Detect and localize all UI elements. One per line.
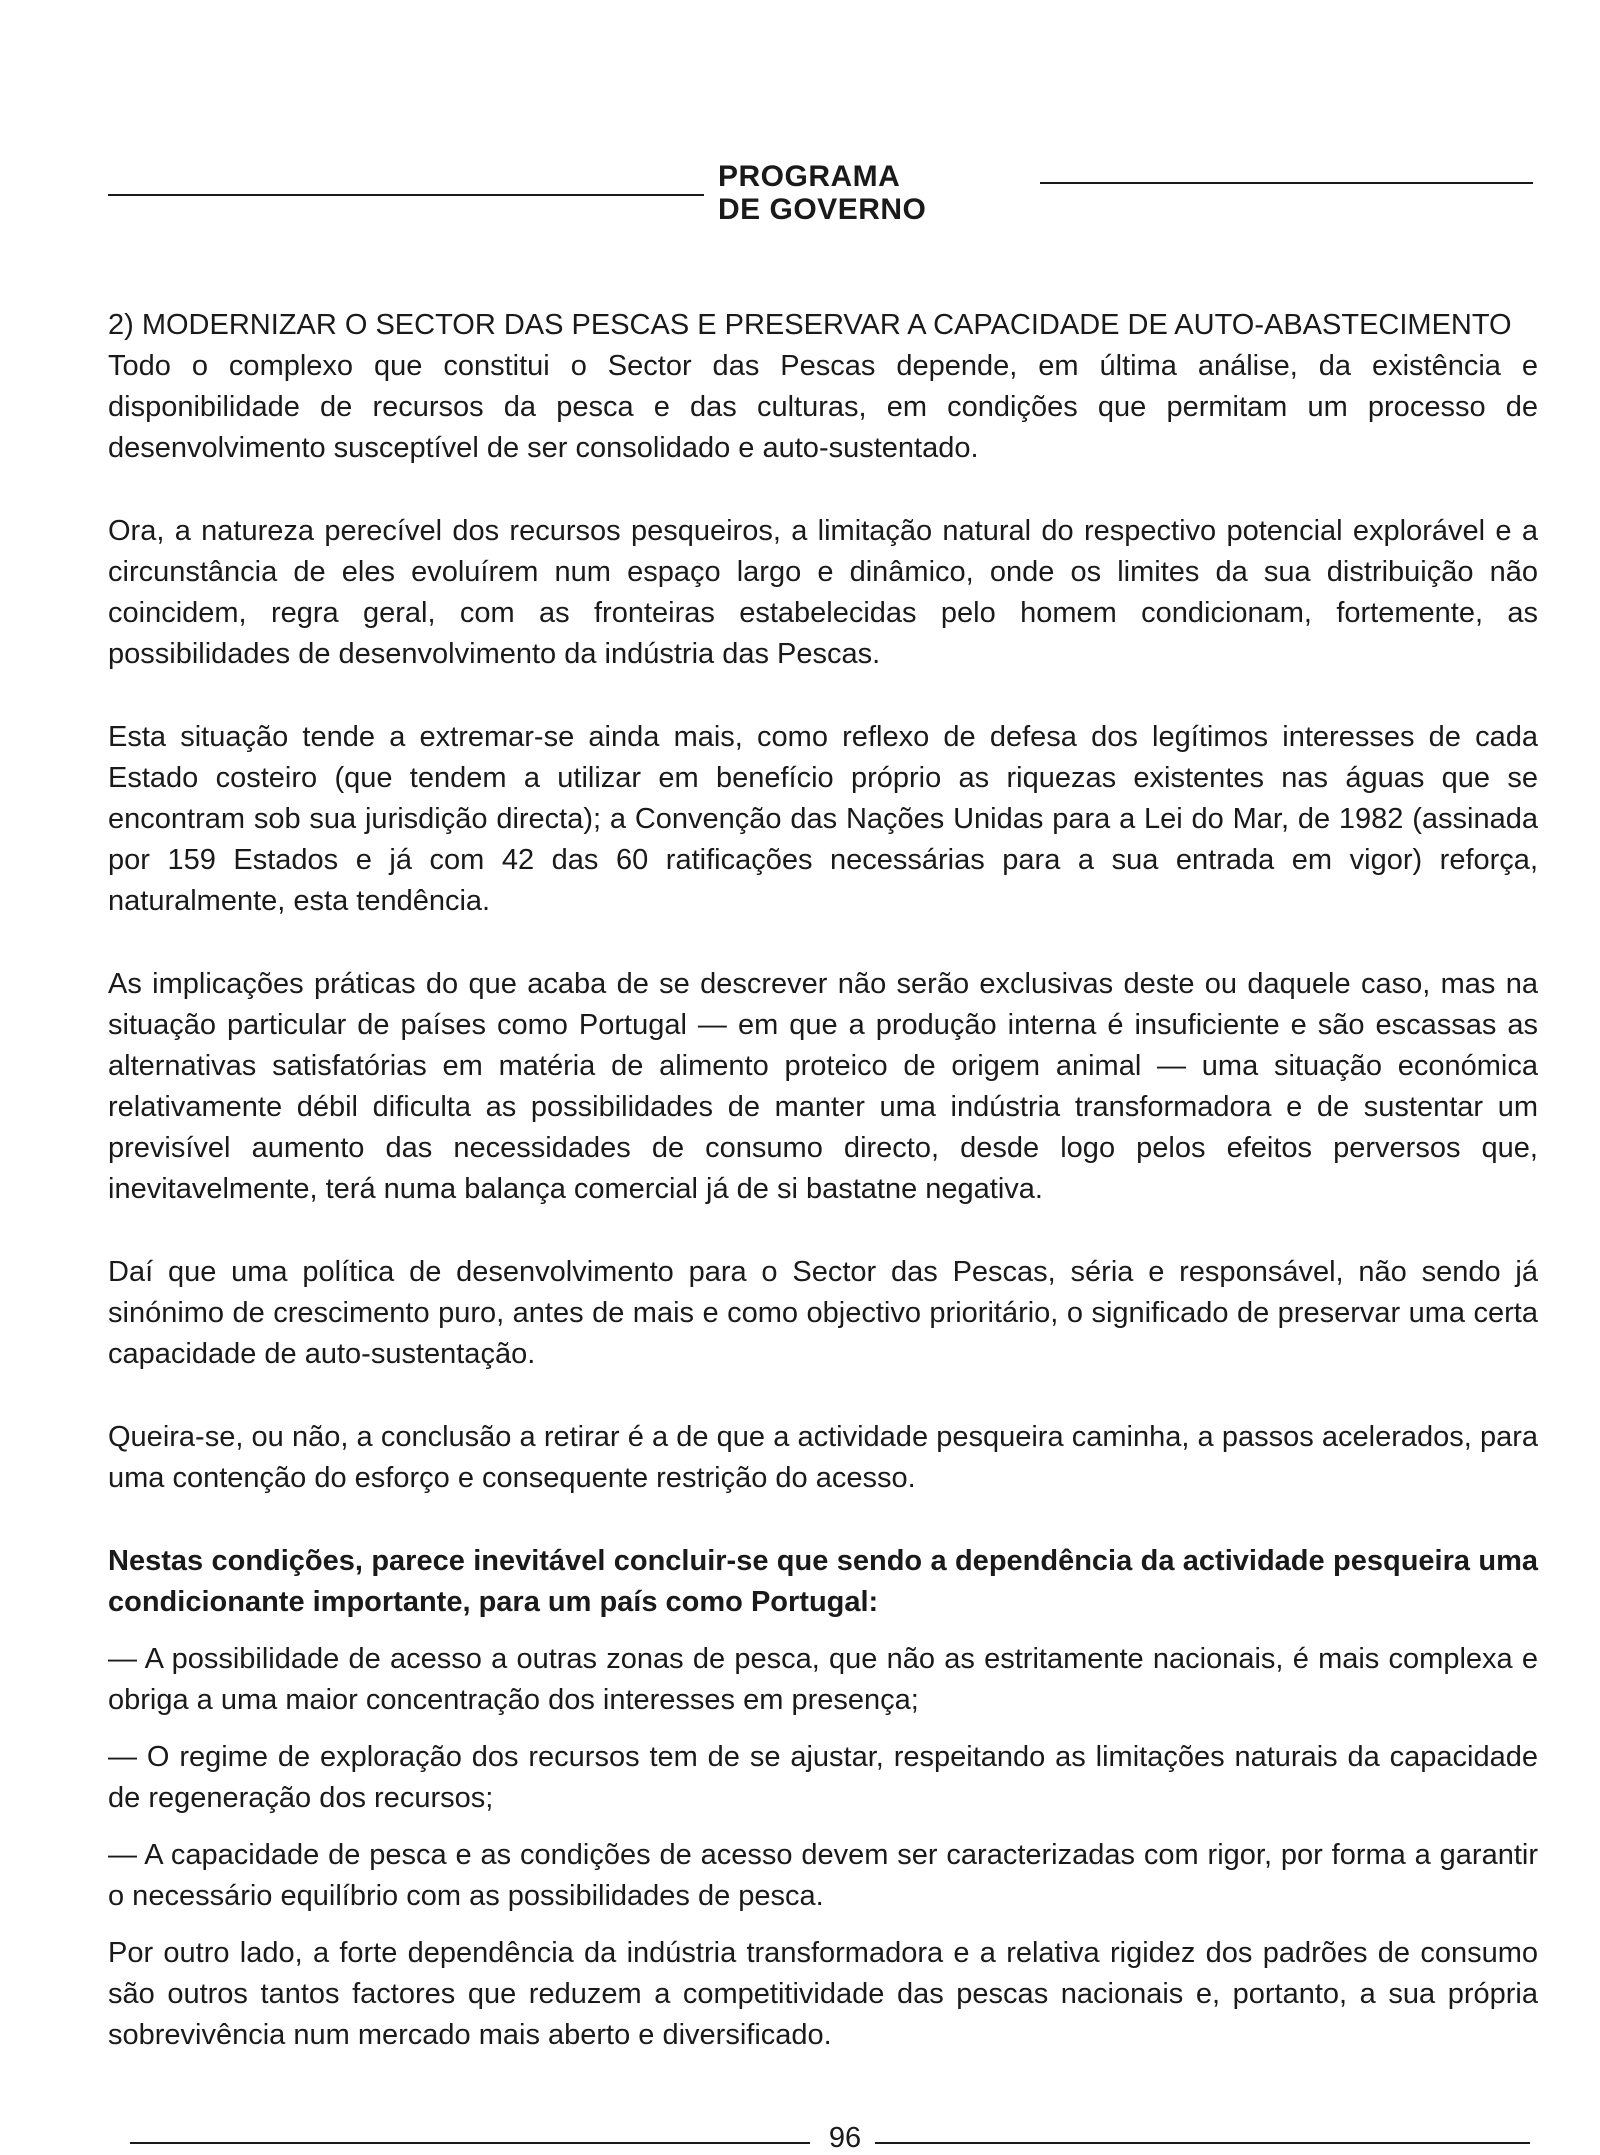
section-heading: 2) MODERNIZAR O SECTOR DAS PESCAS E PRESERVAR A CAPACIDADE DE AUTO-ABASTECIMENTO bbox=[108, 309, 1512, 341]
page-content bbox=[108, 305, 1538, 2056]
list-item-1: — A possibilidade de acesso a outras zonas de pesca, que não as estritamente nacionais, é mais complexa e obriga a uma maior concentração dos interesses em presença; bbox=[108, 1643, 1538, 1716]
header-title-line2: DE GOVERNO bbox=[718, 193, 927, 226]
paragraph-6: Queira-se, ou não, a conclusão a retirar é a de que a actividade pesqueira caminha, a passos acelerados, para uma contenção do esforço e consequente restrição do acesso. bbox=[108, 1421, 1538, 1494]
paragraph-5: Daí que uma política de desenvolvimento para o Sector das Pescas, séria e responsável, não sendo já sinónimo de crescimento puro, antes de mais e como objectivo prioritário, o significado de preservar uma certa capacidade de auto-sustentação. bbox=[108, 1256, 1538, 1370]
header-rule-right bbox=[1040, 182, 1533, 184]
header-rule-left bbox=[108, 194, 704, 196]
header-title bbox=[718, 160, 1038, 226]
bold-intro-paragraph: Nestas condições, parece inevitável concluir-se que sendo a dependência da actividade pesqueira uma condicionante importante, para um país como Portugal: bbox=[108, 1545, 1538, 1618]
list-item-3: — A capacidade de pesca e as condições de acesso devem ser caracterizadas com rigor, por forma a garantir o necessário equilíbrio com as possibilidades de pesca. bbox=[108, 1839, 1538, 1912]
page-header bbox=[108, 160, 1533, 230]
closing-paragraph: Por outro lado, a forte dependência da indústria transformadora e a relativa rigidez dos padrões de consumo são outros tantos factores que reduzem a competitividade das pescas nacionais e, portanto, a sua própria sobrevivência num mercado mais aberto e diversificado. bbox=[108, 1937, 1538, 2051]
paragraph-3: Esta situação tende a extremar-se ainda mais, como reflexo de defesa dos legítimos interesses de cada Estado costeiro (que tendem a utilizar em benefício próprio as riquezas existentes nas águas que se encontram sob sua jurisdição directa); a Convenção das Nações Unidas para a Lei do Mar, de 1982 (assinada por 159 Estados e já com 42 das 60 ratificações necessárias para a sua entrada em vigor) reforça, naturalmente, esta tendência. bbox=[108, 721, 1538, 917]
header-title-line1: PROGRAMA bbox=[718, 160, 901, 193]
page-footer bbox=[130, 2116, 1530, 2152]
page-number: 96 bbox=[828, 2122, 862, 2154]
paragraph-1: Todo o complexo que constitui o Sector das Pescas depende, em última análise, da existência e disponibilidade de recursos da pesca e das culturas, em condições que permitam um processo de desenvolvimento susceptível de ser consolidado e auto-sustentado. bbox=[108, 350, 1538, 464]
paragraph-2: Ora, a natureza perecível dos recursos pesqueiros, a limitação natural do respectivo potencial explorável e a circunstância de eles evoluírem num espaço largo e dinâmico, onde os limites da sua distribuição não coincidem, regra geral, com as fronteiras estabelecidas pelo homem condicionam, fortemente, as possibilidades de desenvolvimento da indústria das Pescas. bbox=[108, 515, 1538, 670]
list-item-2: — O regime de exploração dos recursos tem de se ajustar, respeitando as limitações naturais da capacidade de regeneração dos recursos; bbox=[108, 1741, 1538, 1814]
paragraph-4: As implicações práticas do que acaba de se descrever não serão exclusivas deste ou daquele caso, mas na situação particular de países como Portugal — em que a produção interna é insuficiente e são escassas as alternativas satisfatórias em matéria de alimento proteico de origem animal — uma situação económica relativamente débil dificulta as possibilidades de manter uma indústria transformadora e de sustentar um previsível aumento das necessidades de consumo directo, desde logo pelos efeitos perversos que, inevitavelmente, terá numa balança comercial já de si bastatne negativa. bbox=[108, 968, 1538, 1205]
